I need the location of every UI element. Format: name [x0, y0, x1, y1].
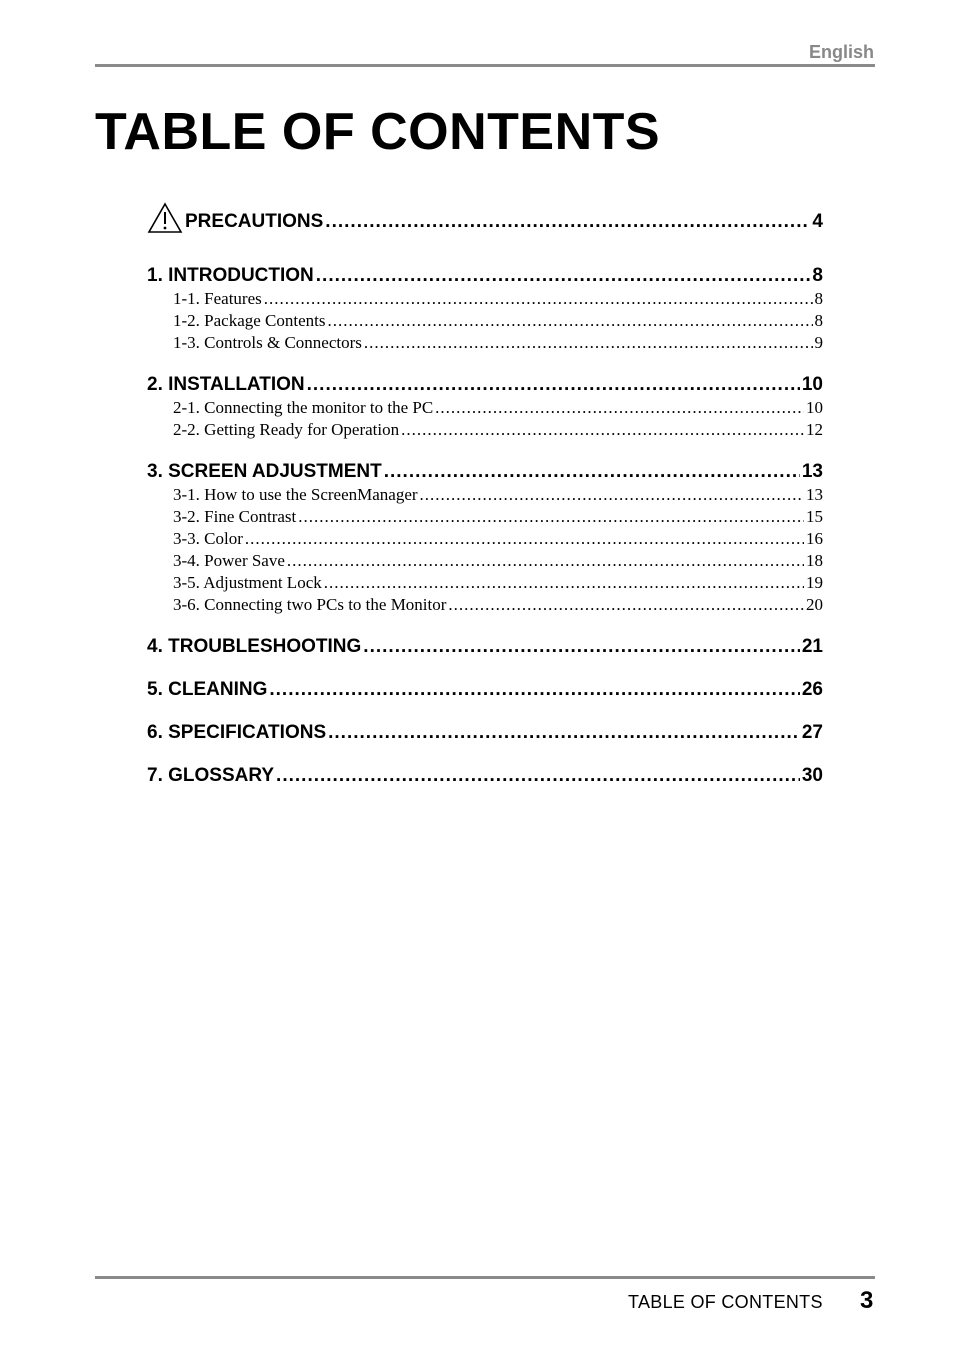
toc-entry-label: 3-1. How to use the ScreenManager — [173, 485, 418, 504]
toc-entry-label: 7. GLOSSARY — [147, 765, 275, 786]
toc-entry-label: 1-1. Features — [173, 289, 262, 308]
toc-entry[interactable] — [147, 721, 823, 745]
toc-entry-page: 12 — [806, 420, 823, 439]
toc-subentry[interactable] — [147, 288, 823, 310]
toc-section — [147, 373, 823, 441]
toc-subentry[interactable] — [147, 397, 823, 419]
toc-entry-page: 8 — [814, 311, 823, 330]
toc-leader-dots — [328, 721, 800, 745]
toc-subentry[interactable] — [147, 484, 823, 506]
toc-leader-dots — [276, 764, 800, 788]
toc-entry-label: 3-5. Adjustment Lock — [173, 573, 322, 592]
toc-section — [147, 200, 823, 234]
toc-entry-label: 4. TROUBLESHOOTING — [147, 636, 362, 657]
toc-entry-page: 13 — [806, 485, 823, 504]
toc-entry[interactable] — [147, 264, 823, 288]
toc-entry-label: 6. SPECIFICATIONS — [147, 722, 327, 743]
toc-subentry[interactable] — [147, 550, 823, 572]
toc-entry-page: 16 — [806, 529, 823, 548]
toc-entry-page: 8 — [812, 265, 823, 286]
toc-entry-page: 20 — [806, 595, 823, 614]
page-title: TABLE OF CONTENTS — [95, 103, 661, 161]
toc-subentry[interactable] — [147, 572, 823, 594]
toc-entry-page: 8 — [814, 289, 823, 308]
toc-leader-dots — [401, 419, 804, 441]
toc-leader-dots — [245, 528, 804, 550]
toc-entry-page: 10 — [801, 374, 823, 395]
toc-section — [147, 460, 823, 616]
toc-leader-dots — [364, 332, 813, 354]
toc-entry-page: 9 — [814, 333, 823, 352]
toc-section — [147, 635, 823, 659]
toc-entry-page: 13 — [801, 461, 823, 482]
toc-leader-dots — [448, 594, 804, 616]
toc-section — [147, 678, 823, 702]
toc-entry-label: 2-2. Getting Ready for Operation — [173, 420, 400, 439]
toc-subentry[interactable] — [147, 506, 823, 528]
toc-section — [147, 764, 823, 788]
toc-entry[interactable] — [147, 635, 823, 659]
toc-entry-page: 21 — [801, 636, 823, 657]
toc-entry-label: 1-2. Package Contents — [173, 311, 326, 330]
toc-entry-page: 30 — [801, 765, 823, 786]
toc-subentry[interactable] — [147, 332, 823, 354]
toc-entry[interactable] — [147, 373, 823, 397]
toc-leader-dots — [307, 373, 800, 397]
toc-leader-dots — [384, 460, 800, 484]
toc-entry-page: 10 — [806, 398, 823, 417]
toc-section — [147, 264, 823, 354]
toc-leader-dots — [324, 572, 804, 594]
toc-entry[interactable] — [147, 460, 823, 484]
toc-leader-dots — [287, 550, 804, 572]
toc-entry-page: 27 — [801, 722, 823, 743]
toc-leader-dots — [325, 210, 810, 234]
toc-entry[interactable] — [147, 764, 823, 788]
toc-entry-label: 3-4. Power Save — [173, 551, 285, 570]
toc-entry-label: 1. INTRODUCTION — [147, 265, 314, 286]
toc-entry-page: 19 — [806, 573, 823, 592]
table-of-contents — [147, 200, 823, 807]
toc-entry-label: 3-2. Fine Contrast — [173, 507, 297, 526]
toc-leader-dots — [316, 264, 811, 288]
toc-entry-page: 26 — [801, 679, 823, 700]
toc-entry[interactable] — [147, 678, 823, 702]
toc-entry-label: 1-3. Controls & Connectors — [173, 333, 362, 352]
toc-entry-label: 2. INSTALLATION — [147, 374, 305, 395]
toc-leader-dots — [298, 506, 804, 528]
toc-leader-dots — [264, 288, 813, 310]
language-label: English — [808, 42, 874, 62]
toc-subentry[interactable] — [147, 528, 823, 550]
toc-subentry[interactable] — [147, 594, 823, 616]
toc-entry-label: 3-6. Connecting two PCs to the Monitor — [173, 595, 447, 614]
toc-entry-page: 15 — [806, 507, 823, 526]
toc-entry-page: 4 — [812, 211, 823, 232]
footer-rule — [95, 1276, 875, 1279]
toc-subentry[interactable] — [147, 310, 823, 332]
toc-entry-label: 2-1. Connecting the monitor to the PC — [173, 398, 434, 417]
toc-entry-label: 5. CLEANING — [147, 679, 268, 700]
toc-entry-precautions[interactable] — [147, 200, 823, 234]
header-rule — [95, 64, 875, 67]
warning-triangle-icon — [147, 202, 183, 234]
toc-leader-dots — [435, 397, 804, 419]
toc-entry-label: 3. SCREEN ADJUSTMENT — [147, 461, 382, 482]
toc-entry-page: 18 — [806, 551, 823, 570]
footer-page-number: 3 — [860, 1287, 874, 1314]
toc-leader-dots — [269, 678, 800, 702]
toc-entry-label: PRECAUTIONS — [185, 211, 324, 232]
toc-leader-dots — [420, 484, 804, 506]
toc-section — [147, 721, 823, 745]
toc-entry-label: 3-3. Color — [173, 529, 243, 548]
toc-subentry[interactable] — [147, 419, 823, 441]
toc-leader-dots — [363, 635, 800, 659]
toc-leader-dots — [328, 310, 813, 332]
footer-label: TABLE OF CONTENTS — [628, 1292, 823, 1312]
